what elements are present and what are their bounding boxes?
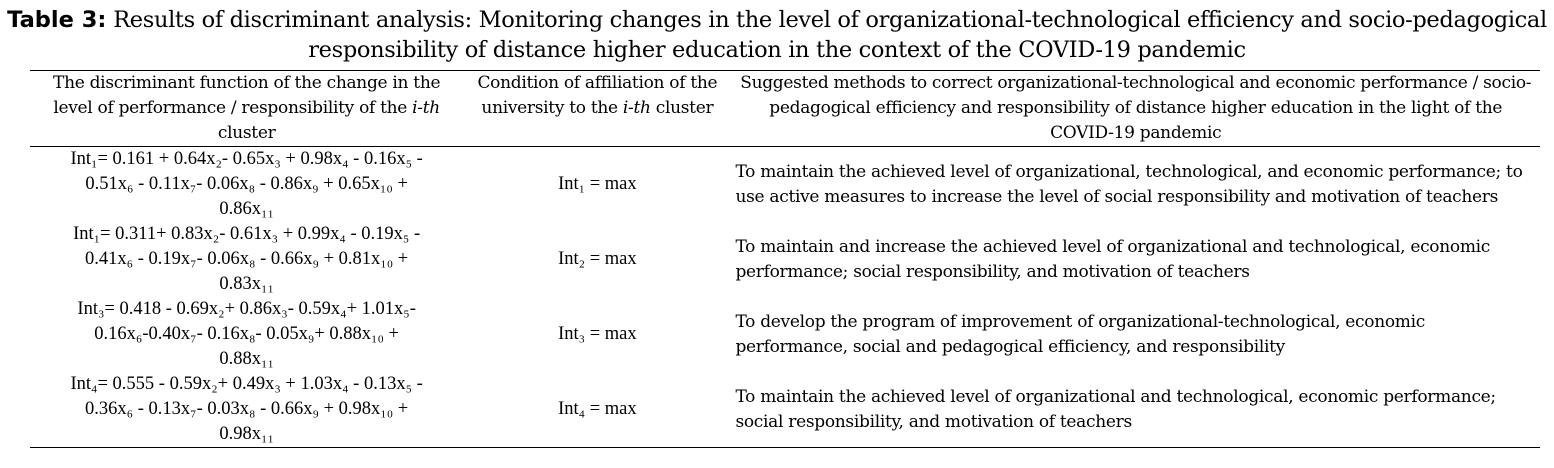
header-function: The discriminant function of the change in the level of performance / responsibility of the i-th cluster [53,73,441,143]
condition-cell: Int₄ = max [558,399,637,419]
header-methods: Suggested methods to correct organizational-technological and economic performance / socio-pedagogical efficiency and responsibility of distance higher education in the light of the COVID-19 pandemic [740,73,1532,143]
function-cell: Int₁= 0.161 + 0.64x₂- 0.65x₃ + 0.98x₄ - 0.16x₅ - 0.51x₆ - 0.11x₇- 0.06x₈ - 0.86x₉ + 0.65x₁₀ + 0.86x₁₁ [70,149,423,219]
table-row [30,372,1540,448]
table-row [30,297,1540,372]
method-cell: To maintain and increase the achieved level of organizational and technological, economic performance; social responsibility, and motivation of teachers [735,236,1490,282]
method-cell: To maintain the achieved level of organizational, technological, and economic performance; to use active measures to increase the level of social responsibility and motivation of teachers [735,161,1523,207]
function-cell: Int₁= 0.311+ 0.83x₂- 0.61x₃ + 0.99x₄ - 0.19x₅ - 0.41x₆ - 0.19x₇- 0.06x₈ - 0.66x₉ + 0.81x₁₀ + 0.83x₁₁ [73,224,421,294]
method-cell: To maintain the achieved level of organizational and technological, economic performance; social responsibility, and motivation of teachers [735,386,1496,432]
header-row [30,71,1540,147]
function-cell: Int₃= 0.418 - 0.69x₂+ 0.86x₃- 0.59x₄+ 1.01x₅- 0.16x₆-0.40x₇- 0.16x₈- 0.05x₉+ 0.88x₁₀ + 0.88x₁₁ [77,299,416,369]
function-cell: Int₄= 0.555 - 0.59x₂+ 0.49x₃ + 1.03x₄ - 0.13x₅ - 0.36x₆ - 0.13x₇- 0.03x₈ - 0.66x₉ + 0.98x₁₀ + 0.98x₁₁ [70,374,423,444]
table-caption [0,0,1554,65]
table-row [30,222,1540,297]
condition-cell: Int₃ = max [558,324,637,344]
header-condition: Condition of affiliation of the university to the i-th cluster [477,73,718,118]
results-table [30,70,1540,448]
caption-text: Results of discriminant analysis: Monitoring changes in the level of organizational-technological efficiency and socio-pedagogical responsibility of distance higher education in the context of the COVID-19 pandemic [113,7,1547,63]
condition-cell: Int₁ = max [558,174,637,194]
caption-label: Table 3: [7,7,107,33]
method-cell: To develop the program of improvement of organizational-technological, economic performance, social and pedagogical efficiency, and responsibility [735,311,1425,357]
condition-cell: Int₂ = max [558,249,637,269]
table-row [30,147,1540,223]
